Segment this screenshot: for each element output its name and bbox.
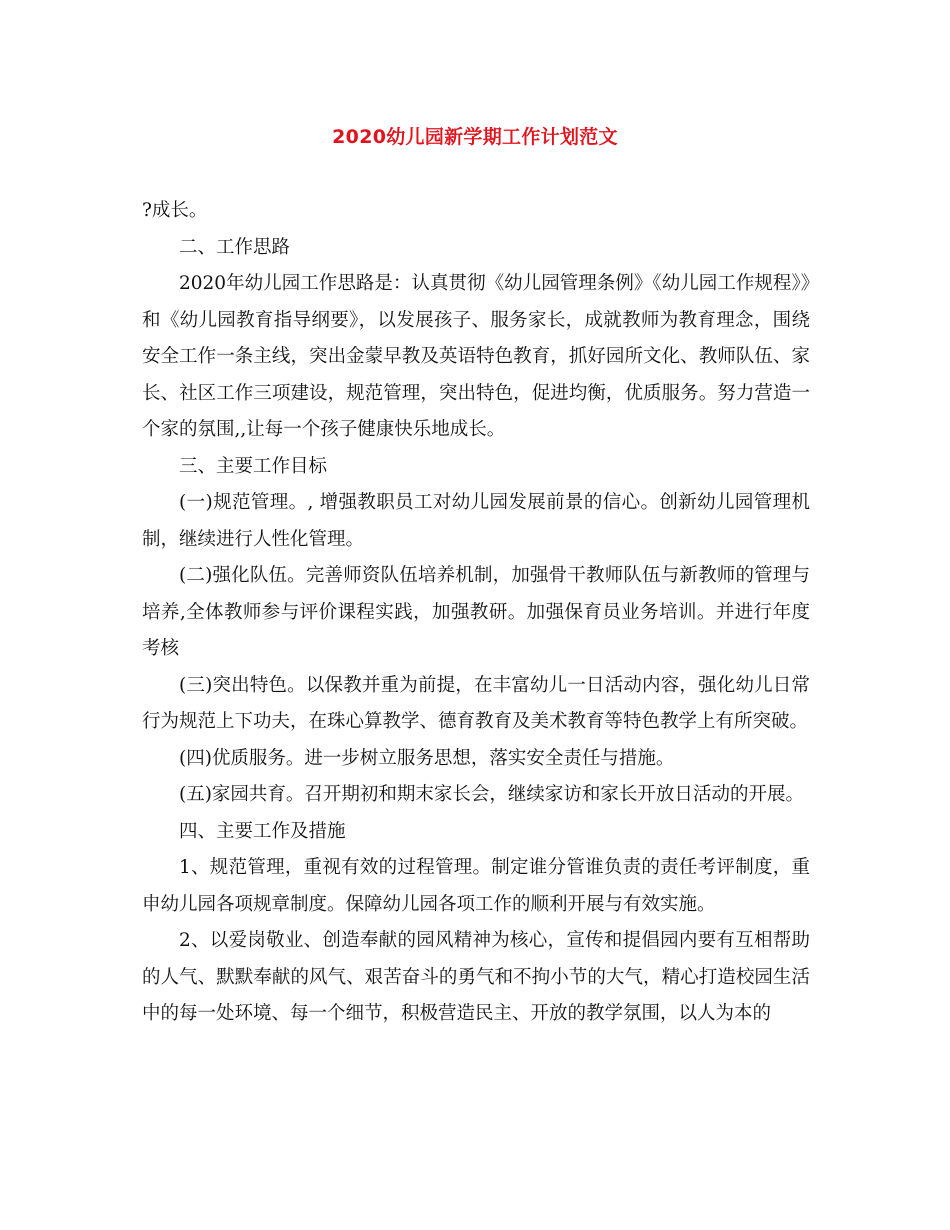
section-heading: 四、主要工作及措施 <box>179 820 346 842</box>
paragraph: ?成长。 <box>142 200 208 221</box>
paragraph: 2020年幼儿园工作思路是：认真贯彻《幼儿园管理条例》《幼儿园工作规程》》和《幼儿园教育指导纲要》，以发展孩子、服务家长，成就教师为教育理念，围绕安全工作一条主线，突出金蒙早教及英语特色教育，抓好园所文化、教师队伍、家长、社区工作三项建设，规范管理，突出特色，促进均衡，优质服务。努力营造一个家的氛围,,让每一个孩子健康快乐地成长。 <box>142 273 810 440</box>
paragraph: (一)规范管理。, 增强教职员工对幼儿园发展前景的信心。创新幼儿园管理机制，继续进行人性化管理。 <box>142 492 810 550</box>
paragraph: (二)强化队伍。完善师资队伍培养机制，加强骨干教师队伍与新教师的管理与培养,全体教师参与评价课程实践，加强教研。加强保育员业务培训。并进行年度考核 <box>142 565 810 659</box>
document-body <box>142 193 810 1033</box>
paragraph: (五)家园共育。召开期初和期末家长会，继续家访和家长开放日活动的开展。 <box>179 784 804 805</box>
paragraph: 1、规范管理，重视有效的过程管理。制定谁分管谁负责的责任考评制度，重申幼儿园各项规章制度。保障幼儿园各项工作的顺利开展与有效实施。 <box>142 857 810 915</box>
document-title: 2020幼儿园新学期工作计划范文 <box>332 126 618 148</box>
section-heading: 二、工作思路 <box>179 236 291 258</box>
paragraph: (三)突出特色。以保教并重为前提，在丰富幼儿一日活动内容，强化幼儿日常行为规范上下功夫，在珠心算教学、德育教育及美术教育等特色教学上有所突破。 <box>142 674 810 732</box>
paragraph: 2、以爱岗敬业、创造奉献的园风精神为核心，宣传和提倡园内要有互相帮助的人气、默默奉献的风气、艰苦奋斗的勇气和不拘小节的大气，精心打造校园生活中的每一处环境、每一个细节，积极营造民主、开放的教学氛围，以人为本的 <box>142 930 810 1024</box>
section-heading: 三、主要工作目标 <box>179 455 328 477</box>
paragraph: (四)优质服务。进一步树立服务思想，落实安全责任与措施。 <box>179 747 675 769</box>
